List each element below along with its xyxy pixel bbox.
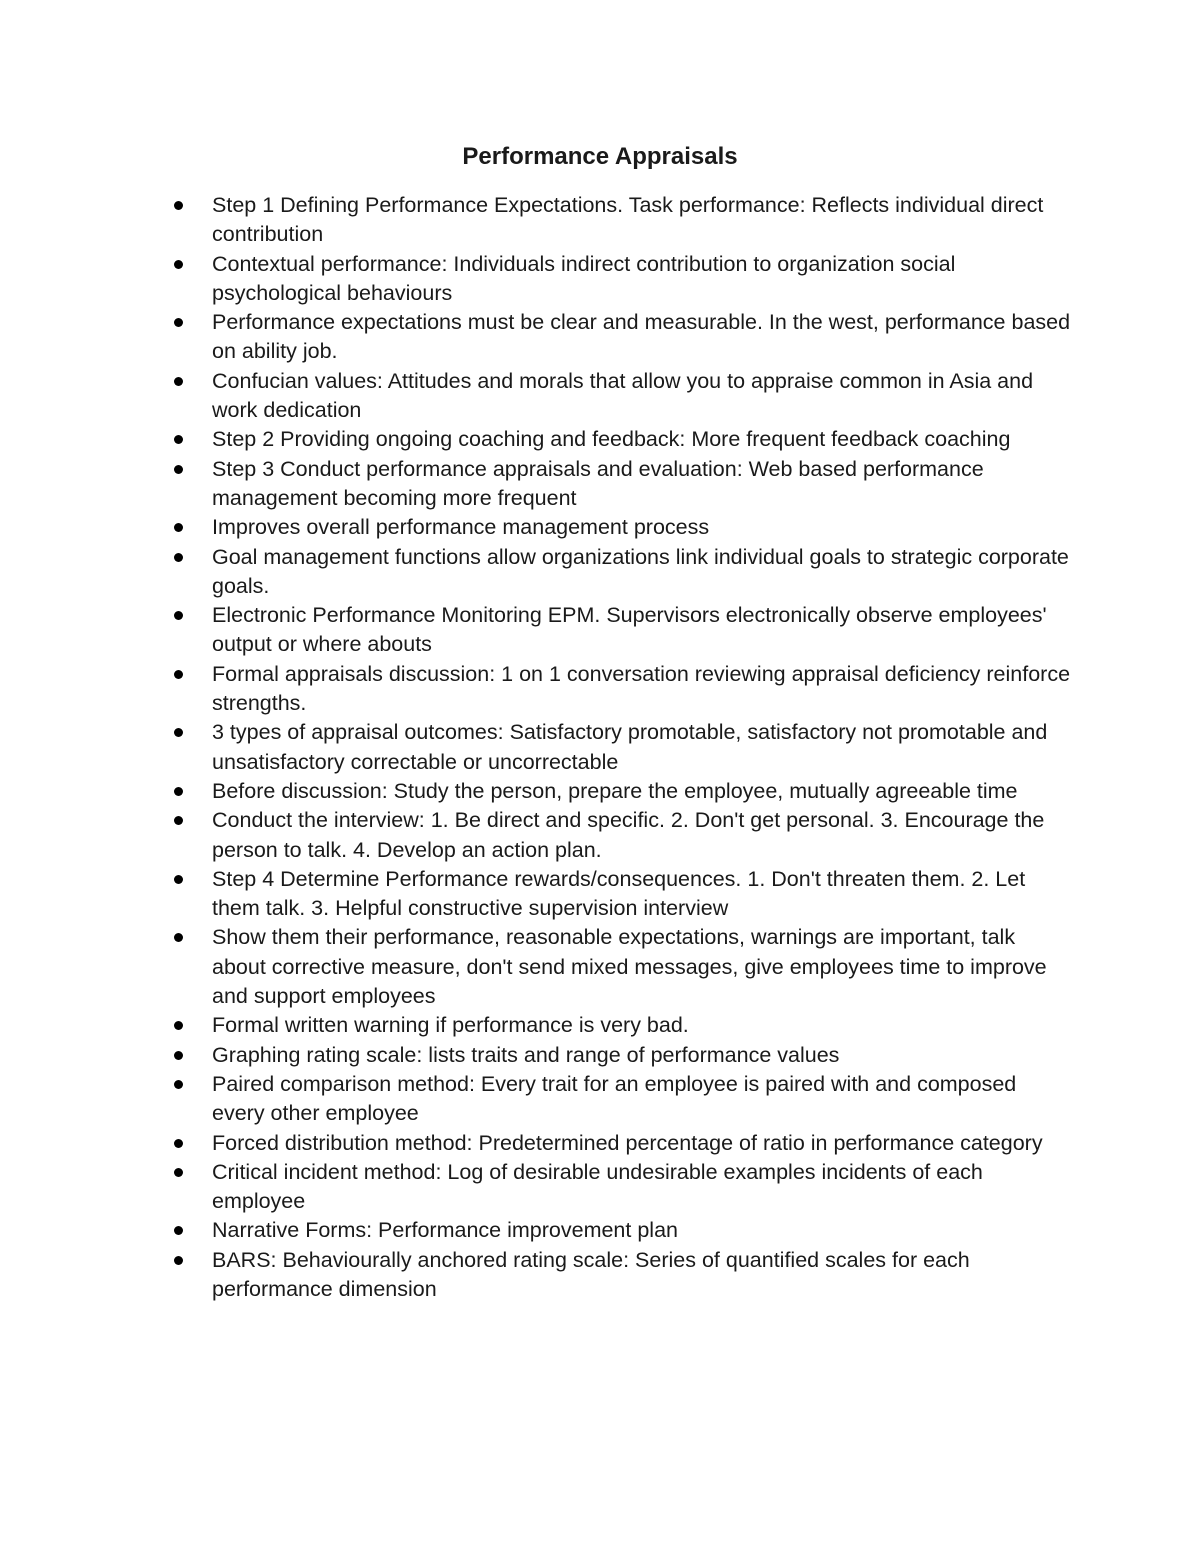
list-item-text: Conduct the interview: 1. Be direct and specific. 2. Don't get personal. 3. Encourage the person to talk. 4. Develop an action plan. [212, 808, 1045, 862]
list-item-text: Narrative Forms: Performance improvement plan [212, 1218, 678, 1243]
list-item-text: Performance expectations must be clear and measurable. In the west, performance based on ability job. [212, 310, 1071, 364]
list-item [212, 865, 1072, 924]
list-item [212, 1129, 1072, 1158]
list-item [212, 806, 1072, 865]
bullet-icon [174, 875, 183, 884]
list-item [212, 308, 1072, 367]
bullet-icon [174, 670, 183, 679]
bullet-icon [174, 933, 183, 942]
list-item [212, 455, 1072, 514]
list-item-text: Step 4 Determine Performance rewards/consequences. 1. Don't threaten them. 2. Let them talk. 3. Helpful constructive supervision interview [212, 866, 1026, 921]
list-item-text: BARS: Behaviourally anchored rating scale: Series of quantified scales for each performance dimension [212, 1247, 970, 1301]
bullet-icon [174, 553, 183, 562]
bullet-icon [174, 465, 183, 474]
bullet-list [212, 191, 1072, 1304]
list-item-text: Step 2 Providing ongoing coaching and feedback: More frequent feedback coaching [212, 427, 1011, 452]
bullet-icon [174, 1080, 183, 1089]
list-item-text: Confucian values: Attitudes and morals that allow you to appraise common in Asia and work dedication [212, 368, 1034, 423]
list-item-text: 3 types of appraisal outcomes: Satisfactory promotable, satisfactory not promotable and unsatisfactory correctable or uncorrectable [212, 720, 1048, 774]
bullet-icon [174, 318, 183, 327]
bullet-icon [174, 787, 183, 796]
bullet-icon [174, 1051, 183, 1060]
list-item [212, 1216, 1072, 1245]
list-item-text: Step 3 Conduct performance appraisals and evaluation: Web based performance management becoming more frequent [212, 456, 984, 510]
list-item [212, 513, 1072, 542]
list-item [212, 660, 1072, 719]
list-item [212, 923, 1072, 1011]
bullet-icon [174, 1021, 183, 1030]
list-item-text: Goal management functions allow organizations link individual goals to strategic corporate goals. [212, 544, 1069, 598]
bullet-icon [174, 201, 183, 210]
list-item [212, 718, 1072, 777]
list-item [212, 425, 1072, 454]
bullet-icon [174, 611, 183, 620]
list-item [212, 1070, 1072, 1129]
list-item [212, 1158, 1072, 1217]
list-item [212, 601, 1072, 660]
list-item-text: Before discussion: Study the person, prepare the employee, mutually agreeable time [212, 778, 1018, 803]
bullet-icon [174, 816, 183, 825]
bullet-icon [174, 260, 183, 269]
list-item-text: Improves overall performance management process [212, 515, 710, 540]
list-item [212, 1011, 1072, 1040]
list-item [212, 1246, 1072, 1305]
list-item-text: Electronic Performance Monitoring EPM. Supervisors electronically observe employees' output or where abouts [212, 603, 1047, 657]
list-item [212, 250, 1072, 309]
list-item-text: Formal appraisals discussion: 1 on 1 conversation reviewing appraisal deficiency reinforce strengths. [212, 661, 1071, 716]
bullet-icon [174, 728, 183, 737]
list-item-text: Critical incident method: Log of desirable undesirable examples incidents of each employee [212, 1159, 983, 1214]
list-item-text: Paired comparison method: Every trait for an employee is paired with and composed every other employee [212, 1071, 1017, 1126]
document-title: Performance Appraisals [462, 143, 738, 170]
list-item [212, 367, 1072, 426]
list-item-text: Show them their performance, reasonable expectations, warnings are important, talk about corrective measure, don't send mixed messages, give employees time to improve and support employees [212, 925, 1047, 1009]
bullet-icon [174, 523, 183, 532]
bullet-icon [174, 377, 183, 386]
bullet-icon [174, 1256, 183, 1265]
list-item-text: Step 1 Defining Performance Expectations. Task performance: Reflects individual direct contribution [212, 193, 1044, 247]
list-item-text: Contextual performance: Individuals indirect contribution to organization social psychological behaviours [212, 251, 956, 305]
bullet-icon [174, 1168, 183, 1177]
list-item-text: Graphing rating scale: lists traits and range of performance values [212, 1042, 840, 1067]
list-item [212, 777, 1072, 806]
bullet-icon [174, 1139, 183, 1148]
list-item [212, 191, 1072, 250]
list-item [212, 1041, 1072, 1070]
list-item-text: Formal written warning if performance is very bad. [212, 1013, 689, 1038]
bullet-icon [174, 435, 183, 444]
bullet-icon [174, 1226, 183, 1235]
list-item [212, 543, 1072, 602]
list-item-text: Forced distribution method: Predetermined percentage of ratio in performance category [212, 1130, 1043, 1155]
